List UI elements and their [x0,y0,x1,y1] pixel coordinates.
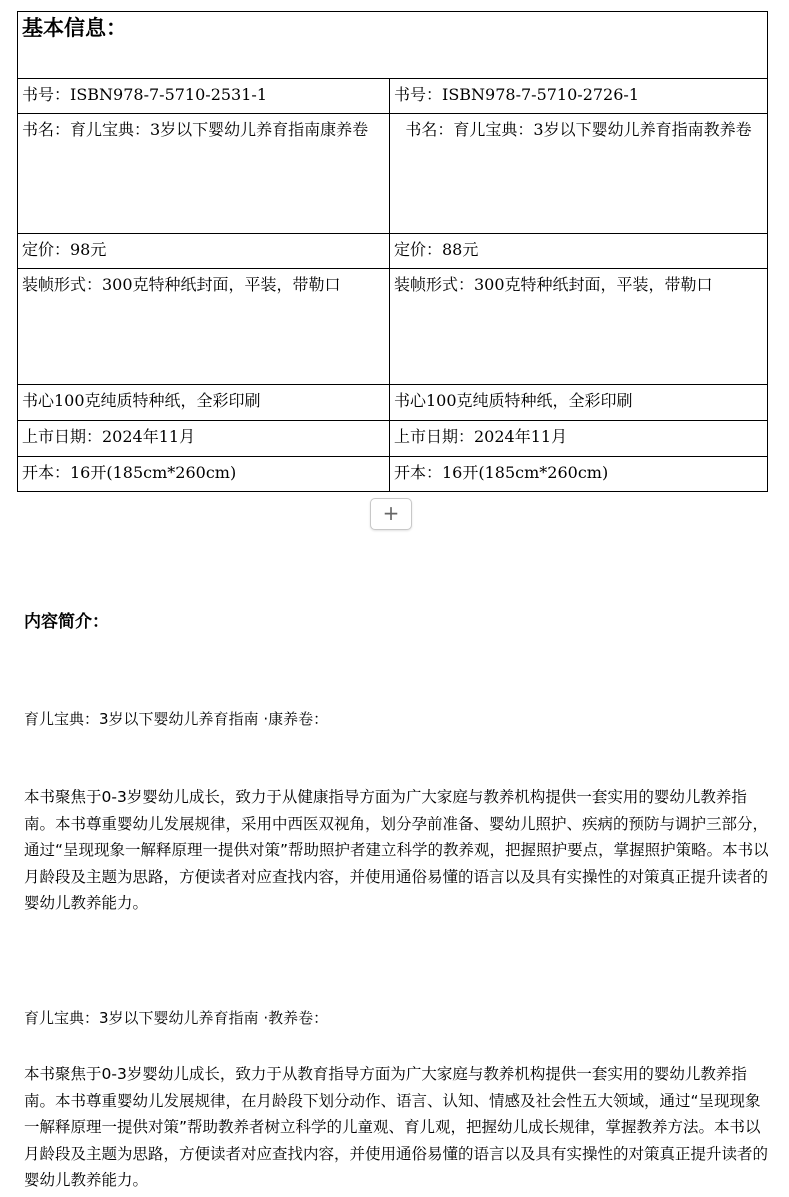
table-row [18,114,768,234]
format-left: 开本：16开(185cm*260cm) [18,457,390,492]
paper-right: 书心100克纯质特种纸，全彩印刷 [390,385,768,421]
book-name-right: 书名：育儿宝典：3岁以下婴幼儿养育指南教养卷 [390,114,768,234]
section-subtitle-jiaoyang: 育儿宝典：3岁以下婴幼儿养育指南 ·教养卷： [24,1009,329,1027]
basic-info-title: 基本信息： [22,16,127,40]
format-right: 开本：16开(185cm*260cm) [390,457,768,492]
isbn-left: 书号：ISBN978-7-5710-2531-1 [18,79,390,114]
binding-right: 装帧形式：300克特种纸封面，平装，带勒口 [390,269,768,385]
section-text-jiaoyang: 本书聚焦于0-3岁婴幼儿成长，致力于从教育指导方面为广大家庭与教养机构提供一套实用的婴幼儿教养指南。本书尊重婴幼儿发展规律，在月龄段下划分动作、语言、认知、情感及社会性五大领域，通过“呈现现象一解释原理一提供对策”帮助教养者树立科学的儿童观、育儿观，把握幼儿成长规律，掌握教养方法。本书以月龄段及主题为思路，方便读者对应查找内容，并使用通俗易懂的语言以及具有实操性的对策真正提升读者的婴幼儿教养能力。 [24,1065,769,1189]
section-text-kangyang: 本书聚焦于0-3岁婴幼儿成长，致力于从健康指导方面为广大家庭与教养机构提供一套实用的婴幼儿教养指南。本书尊重婴幼儿发展规律，采用中西医双视角，划分孕前准备、婴幼儿照护、疾病的预防与调护三部分，通过“呈现现象一解释原理一提供对策”帮助照护者建立科学的教养观，把握照护要点，掌握照护策略。本书以月龄段及主题为思路，方便读者对应查找内容，并使用通俗易懂的语言以及具有实操性的对策真正提升读者的婴幼儿教养能力。 [24,788,769,912]
book-name-left: 书名：育儿宝典：3岁以下婴幼儿养育指南康养卷 [18,114,390,234]
table-row [18,234,768,269]
table-row [18,385,768,421]
table-row [18,79,768,114]
price-left: 定价：98元 [18,234,390,269]
isbn-right: 书号：ISBN978-7-5710-2726-1 [390,79,768,114]
release-date-right: 上市日期：2024年11月 [390,421,768,457]
plus-icon: + [382,501,400,525]
price-right: 定价：88元 [390,234,768,269]
table-row [18,269,768,385]
table-row [18,457,768,492]
add-row-button[interactable] [370,498,412,530]
section-subtitle-kangyang: 育儿宝典：3岁以下婴幼儿养育指南 ·康养卷： [24,710,329,728]
basic-info-table [17,11,768,492]
binding-left: 装帧形式：300克特种纸封面，平装，带勒口 [18,269,390,385]
paper-left: 书心100克纯质特种纸，全彩印刷 [18,385,390,421]
table-title-cell [18,12,768,79]
release-date-left: 上市日期：2024年11月 [18,421,390,457]
table-row [18,421,768,457]
summary-heading: 内容简介： [24,612,109,632]
